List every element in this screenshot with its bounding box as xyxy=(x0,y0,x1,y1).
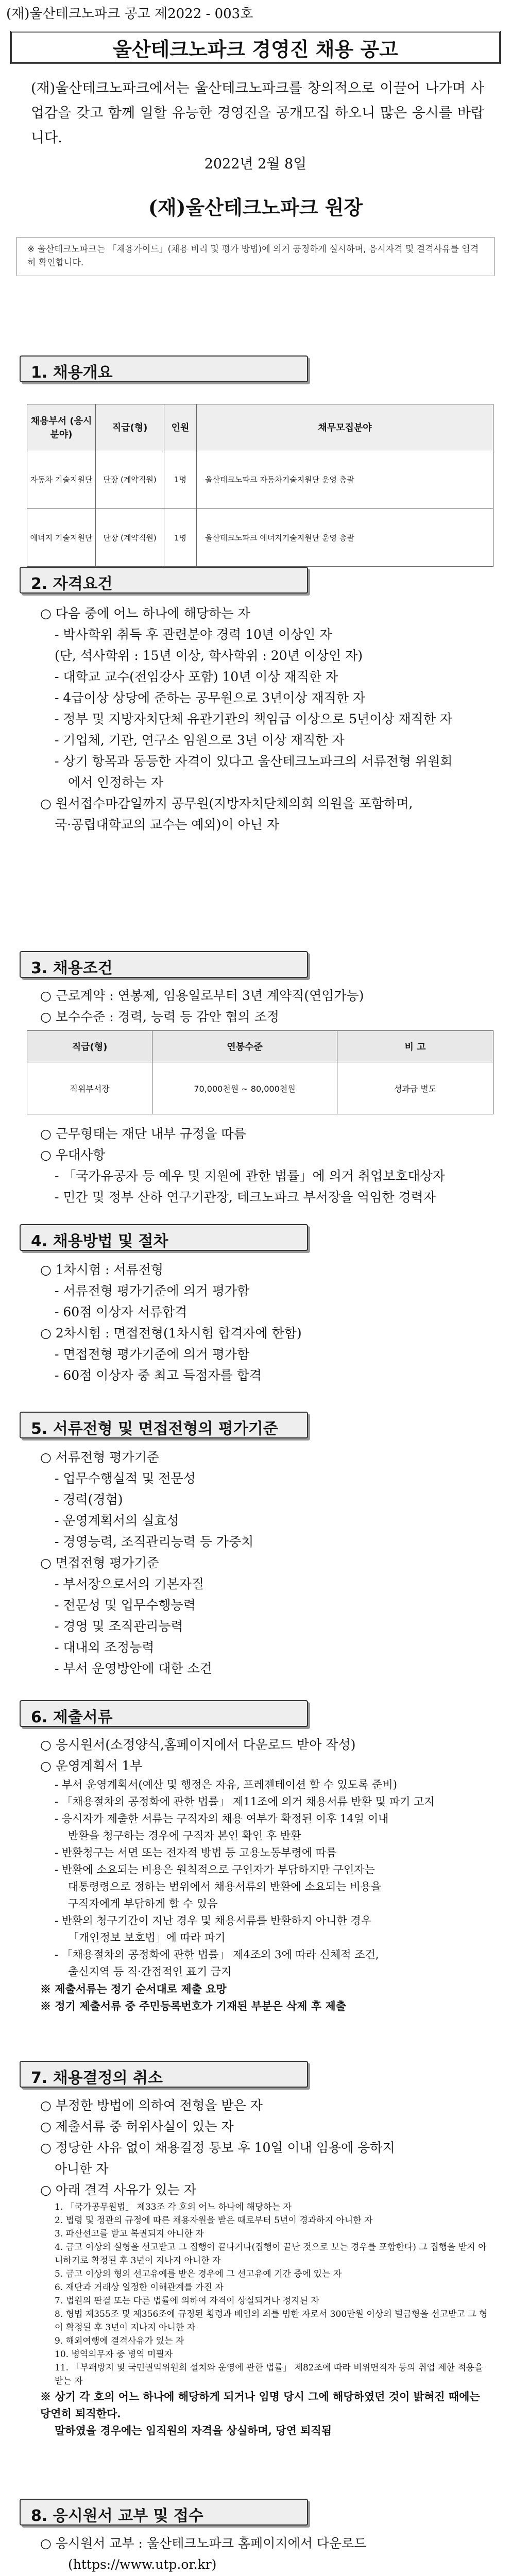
cancellation-list: ○ 부정한 방법에 의하여 전형을 받은 자 ○ 제출서류 중 허위사실이 있는 자 ○ 정당한 사유 없이 채용결정 통보 후 10일 이내 임용에 응하지 아니한 자 ○ 아래 결격 사유가 있는 자 1. 「국가공무원법」 제33조 각 호의 어느 하나에 해당하는 자 2. 법령 및 정관의 규정에 따른 채용자원을 받은 때로부터 5년이 경과하지 아니한 자 3. 파산선고를 받고 복권되지 아니한 자 4. 금고 이상의 실형을 선고받고 그 집행이 끝나거나(집행이 끝난 것으로 보는 경우를 포함한다) 그 집행을 받지 아니하기로 확정된 후 3년이 지나지 아니한 자 5. 금고 이상의 형의 선고유예를 받은 경우에 그 선고유예 기간 중에 있는 자 6. 재단과 거래상 일정한 이해관계를 가진 자 7. 법원의 판결 또는 다른 법률에 의하여 자격이 상실되거나 정지된 자 8. 형법 제355조 및 제356조에 규정된 횡령과 배임의 죄를 범한 자로서 300만원 이상의 벌금형을 선고받고 그 형이 확정된 후 3년이 지나지 아니한 자 9. 해외여행에 결격사유가 있는 자 10. 병역의무자 중 병역 미필자 11. 「부패방지 및 국민권익위원회 설치와 운영에 관한 법률」 제82조에 따라 비위면직자 등의 취업 제한 적용을 받는 자 ※ 상기 각 호의 어느 하나에 해당하게 되거나 임명 당시 그에 해당하였던 것이 밝혀진 때에는 당연히 퇴직한다. 말하였을 경우에는 임직원의 자격을 상실하며, 당연 퇴직됨 xyxy=(40,2098,488,2437)
table-row: 자동차 기술지원단 단장 (계약직원) 1명 울산테크노파크 자동차기술지원단 운영 총괄 xyxy=(27,450,493,509)
section-6-header: 6. 제출서류 xyxy=(20,1700,308,1730)
signature: (재)울산테크노파크 원장 xyxy=(148,196,363,219)
documents-list: ○ 응시원서(소정양식,홈페이지에서 다운로드 받아 작성) ○ 운영계획서 1부 - 부서 운영계획서(예산 및 행정은 자유, 프레젠테이션 할 수 있도록 준비) - 「채용절차의 공정화에 관한 법률」 제11조에 의거 채용서류 반환 및 파기 고지 - 응시자가 제출한 서류는 구직자의 채용 여부가 확정된 이후 14일 이내 반환을 청구하는 경우에 구직자 본인 확인 후 반환 - 반환청구는 서면 또는 전자적 방법 등 고용노동부령에 따름 - 반환에 소요되는 비용은 원칙적으로 구인자가 부담하지만 구인자는 대통령령으로 정하는 범위에서 채용서류의 반환에 소요되는 비용을 구직자에게 부담하게 할 수 있음 - 반환의 청구기간이 지난 경우 및 채용서류를 반환하지 아니한 경우 「개인정보 보호법」에 따라 파기 - 「채용절차의 공정화에 관한 법률」 제4조의 3에 따라 신체적 조건, 출신지역 등 직·간접적인 표기 금지 ※ 제출서류는 정기 순서대로 제출 요망 ※ 정기 제출서류 중 주민등록번호가 기재된 부분은 삭제 후 제출 xyxy=(40,1737,435,2012)
col-header-rank: 직급(형) xyxy=(96,404,164,450)
notice-date: 2022년 2월 8일 xyxy=(204,156,307,172)
section-2-header: 2. 자격요건 xyxy=(20,567,308,597)
qualification-list: ○ 다음 중에 어느 하나에 해당하는 자 - 박사학위 취득 후 관련분야 경력 10년 이상인 자 (단, 석사학위 : 15년 이상, 학사학위 : 20년 이상인 자) - 대학교 교수(전임강사 포함) 10년 이상 재직한 자 - 4급이상 상당에 준하는 공무원으로 3년이상 재직한 자 - 정부 및 지방자치단체 유관기관의 책임급 이상으로 5년이상 재직한 자 - 기업체, 기관, 연구소 임원으로 3년 이상 재직한 자 - 상기 항목과 동등한 자격이 있다고 울산테크노파크의 서류전형 위원회 에서 인정하는 자 ○ 원서접수마감일까지 공무원(지방자치단체의회 의원을 포함하며, 국·공립대학교의 교수는 예외)이 아닌 자 xyxy=(40,606,453,832)
table-row: 에너지 기술지원단 단장 (계약직원) 1명 울산테크노파크 에너지기술지원단 운영 총괄 xyxy=(27,509,493,567)
col-header-remark: 비 고 xyxy=(337,1031,493,1062)
section-5-header: 5. 서류전형 및 면접전형의 평가기준 xyxy=(20,1412,308,1442)
col-header-rank: 직급(형) xyxy=(27,1031,152,1062)
section-3-header: 3. 채용조건 xyxy=(20,951,308,981)
table-row: 직위부서장 70,000천원 ~ 80,000천원 성과급 별도 xyxy=(27,1062,493,1114)
section-4-header: 4. 채용방법 및 절차 xyxy=(20,1224,308,1254)
col-header-field: 채무모집분야 xyxy=(197,404,493,450)
section-1-header: 1. 채용개요 xyxy=(20,355,308,385)
conditions-bottom: ○ 근무형태는 재단 내부 규정을 따름 ○ 우대사항 - 「국가유공자 등 예우 및 지원에 관한 법률」에 의거 취업보호대상자 - 민간 및 정부 산하 연구기관장, 테크노파크 부서장을 역임한 경력자 xyxy=(40,1126,445,1205)
recruitment-table xyxy=(27,404,493,567)
section-8-header: 8. 응시원서 교부 및 접수 xyxy=(20,2499,308,2529)
intro-paragraph: (재)울산테크노파크에서는 울산테크노파크를 창의적으로 이끌어 나가며 사업감을 갖고 함께 일할 유능한 경영진을 공개모집 하오니 많은 응시를 바랍니다. xyxy=(31,80,484,146)
criteria-list: ○ 서류전형 평가기준 - 업무수행실적 및 전문성 - 경력(경험) - 운영계획서의 실효성 - 경영능력, 조직관리능력 등 가중치 ○ 면접전형 평가기준 - 부서장으로서의 기본자질 - 전문성 및 업무수행능력 - 경영 및 조직관리능력 - 대내외 조정능력 - 부서 운영방안에 대한 소견 xyxy=(40,1450,254,1676)
col-header-dept: 채용부서 (응시분야) xyxy=(27,404,96,450)
notice-note: ※ 울산테크노파크는 「채용가이드」(채용 비리 및 평가 방법)에 의거 공정하게 실시하며, 응시자격 및 결격사유를 엄격히 확인합니다. xyxy=(16,237,495,276)
notice-number: (재)울산테크노파크 공고 제2022 - 003호 xyxy=(6,6,253,22)
application-list: ○ 응시원서 교부 : 울산테크노파크 홈페이지에서 다운로드 (https://www.utp.or.kr) xyxy=(40,2536,367,2572)
col-header-count: 인원 xyxy=(164,404,197,450)
col-header-salary: 연봉수준 xyxy=(152,1031,337,1062)
section-7-header: 7. 채용결정의 취소 xyxy=(20,2061,308,2091)
conditions-top: ○ 근로계약 : 연봉제, 임용일로부터 3년 계약직(연임가능) ○ 보수수준 : 경력, 능력 등 감안 협의 조정 xyxy=(40,988,364,1024)
procedure-list: ○ 1차시험 : 서류전형 - 서류전형 평가기준에 의거 평가함 - 60점 이상자 서류합격 ○ 2차시험 : 면접전형(1차시험 합격자에 한함) - 면접전형 평가기준에 의거 평가함 - 60점 이상자 중 최고 득점자를 합격 xyxy=(40,1262,302,1383)
salary-table xyxy=(27,1030,493,1114)
page-title: 울산테크노파크 경영진 채용 공고 xyxy=(10,31,501,64)
